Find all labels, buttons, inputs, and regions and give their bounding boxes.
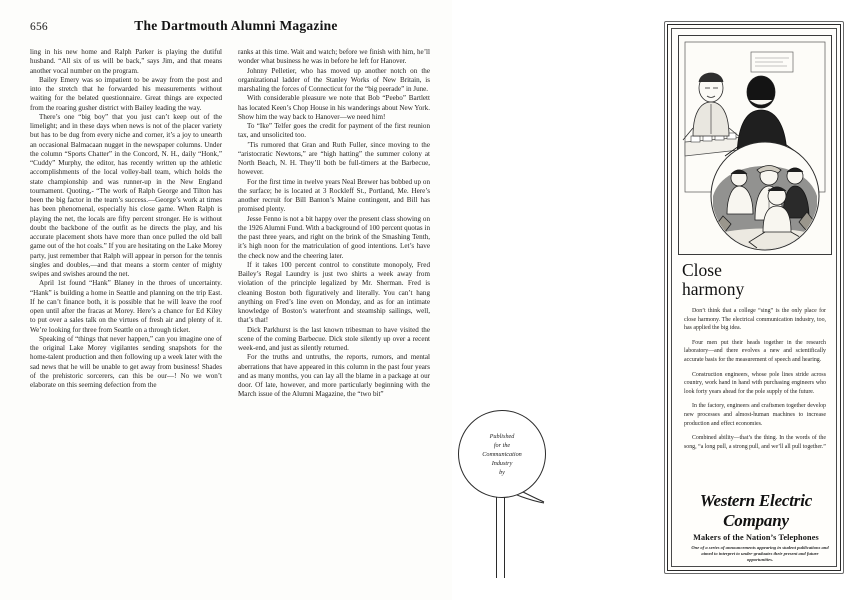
ad-paragraph: Four men put their heads together in the research laboratory—and there evolves a new and scientifically accurate basis for the measurement of speech and hearing.	[684, 339, 826, 363]
illustration-artwork	[679, 36, 831, 254]
headline-line-1: Close	[682, 260, 722, 280]
paragraph: For the truths and untruths, the reports, rumors, and mental aberrations that have appeared in this column in the past four years and as many months, you can lay all the blame in a package at our door. Of late, however, and more particularly beginning with the March issue of the Alumni Magazine, the “two bit”	[238, 353, 430, 399]
paragraph: Speaking of “things that never happen,” can you imagine one of the original Lake Morey vigilantes sending snapshots for the home-talent production and then following up a week later with the sad news that he will be unable to get away from business! Shades of the prehistoric sorcerers, can this be our—! No we won’t elaborate on this seeming defection from the	[30, 334, 222, 389]
ad-headline	[682, 261, 832, 299]
advertisement-page	[452, 0, 852, 600]
paragraph: Johnny Pelletier, who has moved up another notch on the organizational ladder of the Stanley Works of New Britain, is marshaling the forces of Connecticut for the “big peerade” in June.	[238, 66, 430, 93]
magazine-title: The Dartmouth Alumni Magazine	[134, 18, 338, 33]
company-name: Western Electric Company	[699, 491, 813, 530]
column-right	[238, 48, 430, 400]
headline-line-2: harmony	[682, 279, 745, 299]
ad-paragraph: Construction engineers, whose pole lines stride across country, work hand in hand with purchasing engineers who look forty years ahead for the pole supply of the future.	[684, 371, 826, 395]
published-by-seal	[458, 410, 546, 498]
paragraph: There’s one “big boy” that you just can’t keep out of the limelight; and in these days when news is not of the placer variety but has to be dug from every niche and corner, it’s a joy to unearth an occasional Balmacaan nugget in the newspaper columns. Under the column “Sports Chatter” in the Concord, N. H., daily “Honk,” “Cuddy” Murphy, the editor, has recently written up the athletic accomplishments of the local volley-ball team, which holds the state championship and was runner-up in the New England tournament. Quoting,- “The work of Ralph George and Tilton has been the big factor in the team’s success.—George’s work at times has been phenomenal, especially his close game. When Ralph is playing the net, the locals are fifty percent stronger. He is without doubt the backbone of the outfit as he directs the play, and his accurate placement shots have more than once pulled the old ball game out of the hot coals.” If you are hesitating on the Lake Morey party, just remember that Ralph will appear in person for the tennis singles and doubles,—and that means a storm center of mighty swipes and swishes around the net.	[30, 112, 222, 278]
company-logotype	[674, 491, 838, 542]
paragraph: With considerable pleasure we note that Bob “Peebo” Bartlett has located Keen’s Chop House in his wanderings about New York. Show him the way back to Hanover—we need him!	[238, 94, 430, 121]
paragraph: For the first time in twelve years Neal Brewer has bobbed up on the surface; he is located at 3 Rockleff St., Portland, Me. Here’s another recruit for Bill Banton’s Maine contingent, and Bill has promised plenty.	[238, 177, 430, 214]
paragraph: Jesse Fenno is not a bit happy over the present class showing on the 1926 Alumni Fund. With a background of 100 percent quotas in the past three years, and right on the brink of the Smashing Tenth, it’s high noon for the matriculation of good intentions. Let’s have the check now and the cheering later.	[238, 214, 430, 260]
paragraph: To “Ike” Telfer goes the credit for payment of the first reunion tax, and unsolicited too.	[238, 122, 430, 140]
seal-line-5: by	[499, 468, 505, 476]
paragraph: April 1st found “Hank” Blaney in the throes of uncertainty. “Hank” is building a home in Seattle and planning on the trip East. If he can’t finance both, it is possible that he will leave the roof open until after the fracas at Morey. Here’s a chance for Ed Kiley to put over a sales talk on the virtues of fresh air and plenty of it. We’re looking for three from Seattle on a through ticket.	[30, 279, 222, 334]
paragraph: ling in his new home and Ralph Parker is playing the dutiful husband. “All six of us will be back,” says Jim, and that means another vocal number on the program.	[30, 48, 222, 75]
seal-line-1: Published	[489, 432, 515, 440]
paragraph: Bailey Emery was so impatient to be away from the post and into the stretch that he forwarded his measurements without waiting for the belated questionnaire. Great things are expected from the roaring gusher district with Bailey leading the way.	[30, 75, 222, 112]
paragraph: ranks at this time. Wait and watch; before we finish with him, he’ll wonder what business he was in before he left for Hanover.	[238, 48, 430, 66]
seal-line-2: for the	[493, 441, 511, 449]
ad-paragraph: In the factory, engineers and craftsmen together develop new processes and almost-human machines to increase production and effect economies.	[684, 403, 826, 427]
ad-paragraph: Combined ability—that’s the thing. In the words of the song, “a long pull, a strong pull, and we’ll all pull together.”	[684, 435, 826, 450]
seal-line-3: Communication	[482, 450, 522, 458]
paragraph: If it takes 100 percent control to constitute monopoly, Fred Bailey’s Regal Laundry is just two shirts a week away from violation of the principle legalized by Mr. Sherman. Fred is cleaning Boston both figuratively and literally. You can’t hang anything on Fred’s line even on Monday, and as for an intimate knowledge of Boston’s waterfront and steamship sailings, well, that’s that!	[238, 260, 430, 325]
seal-line-4: Industry	[491, 459, 513, 467]
page-number: 656	[30, 21, 48, 33]
illustration	[678, 35, 832, 255]
page-header	[30, 18, 430, 34]
text-columns	[30, 48, 430, 400]
advertisement-frame	[667, 24, 841, 571]
ad-paragraph: Don’t think that a college “sing” is the only place for close harmony. The electrical communication industry, too, has applied the big idea.	[684, 308, 826, 332]
column-left	[30, 48, 222, 400]
paragraph: ’Tis rumored that Gran and Ruth Fuller, since moving to the “aristocratic Newtons,” are “high hatting” the summer colony at North Beach, N. H. They’ll both be full-timers at the Barbecue, however.	[238, 140, 430, 177]
company-tagline: Makers of the Nation’s Telephones	[693, 533, 819, 542]
ad-fine-print: One of a series of announcements appearing in student publications and aimed to interpret to under-graduates their present and future opportunities.	[691, 545, 829, 563]
paragraph: Dick Parkhurst is the last known tribesman to have visited the scene of the coming Barbecue. Dick stole silently up over a recent week-end, and just as silently returned.	[238, 325, 430, 352]
ad-body-copy	[684, 307, 826, 457]
text-page-content	[30, 18, 430, 400]
seal-stem	[496, 492, 505, 578]
